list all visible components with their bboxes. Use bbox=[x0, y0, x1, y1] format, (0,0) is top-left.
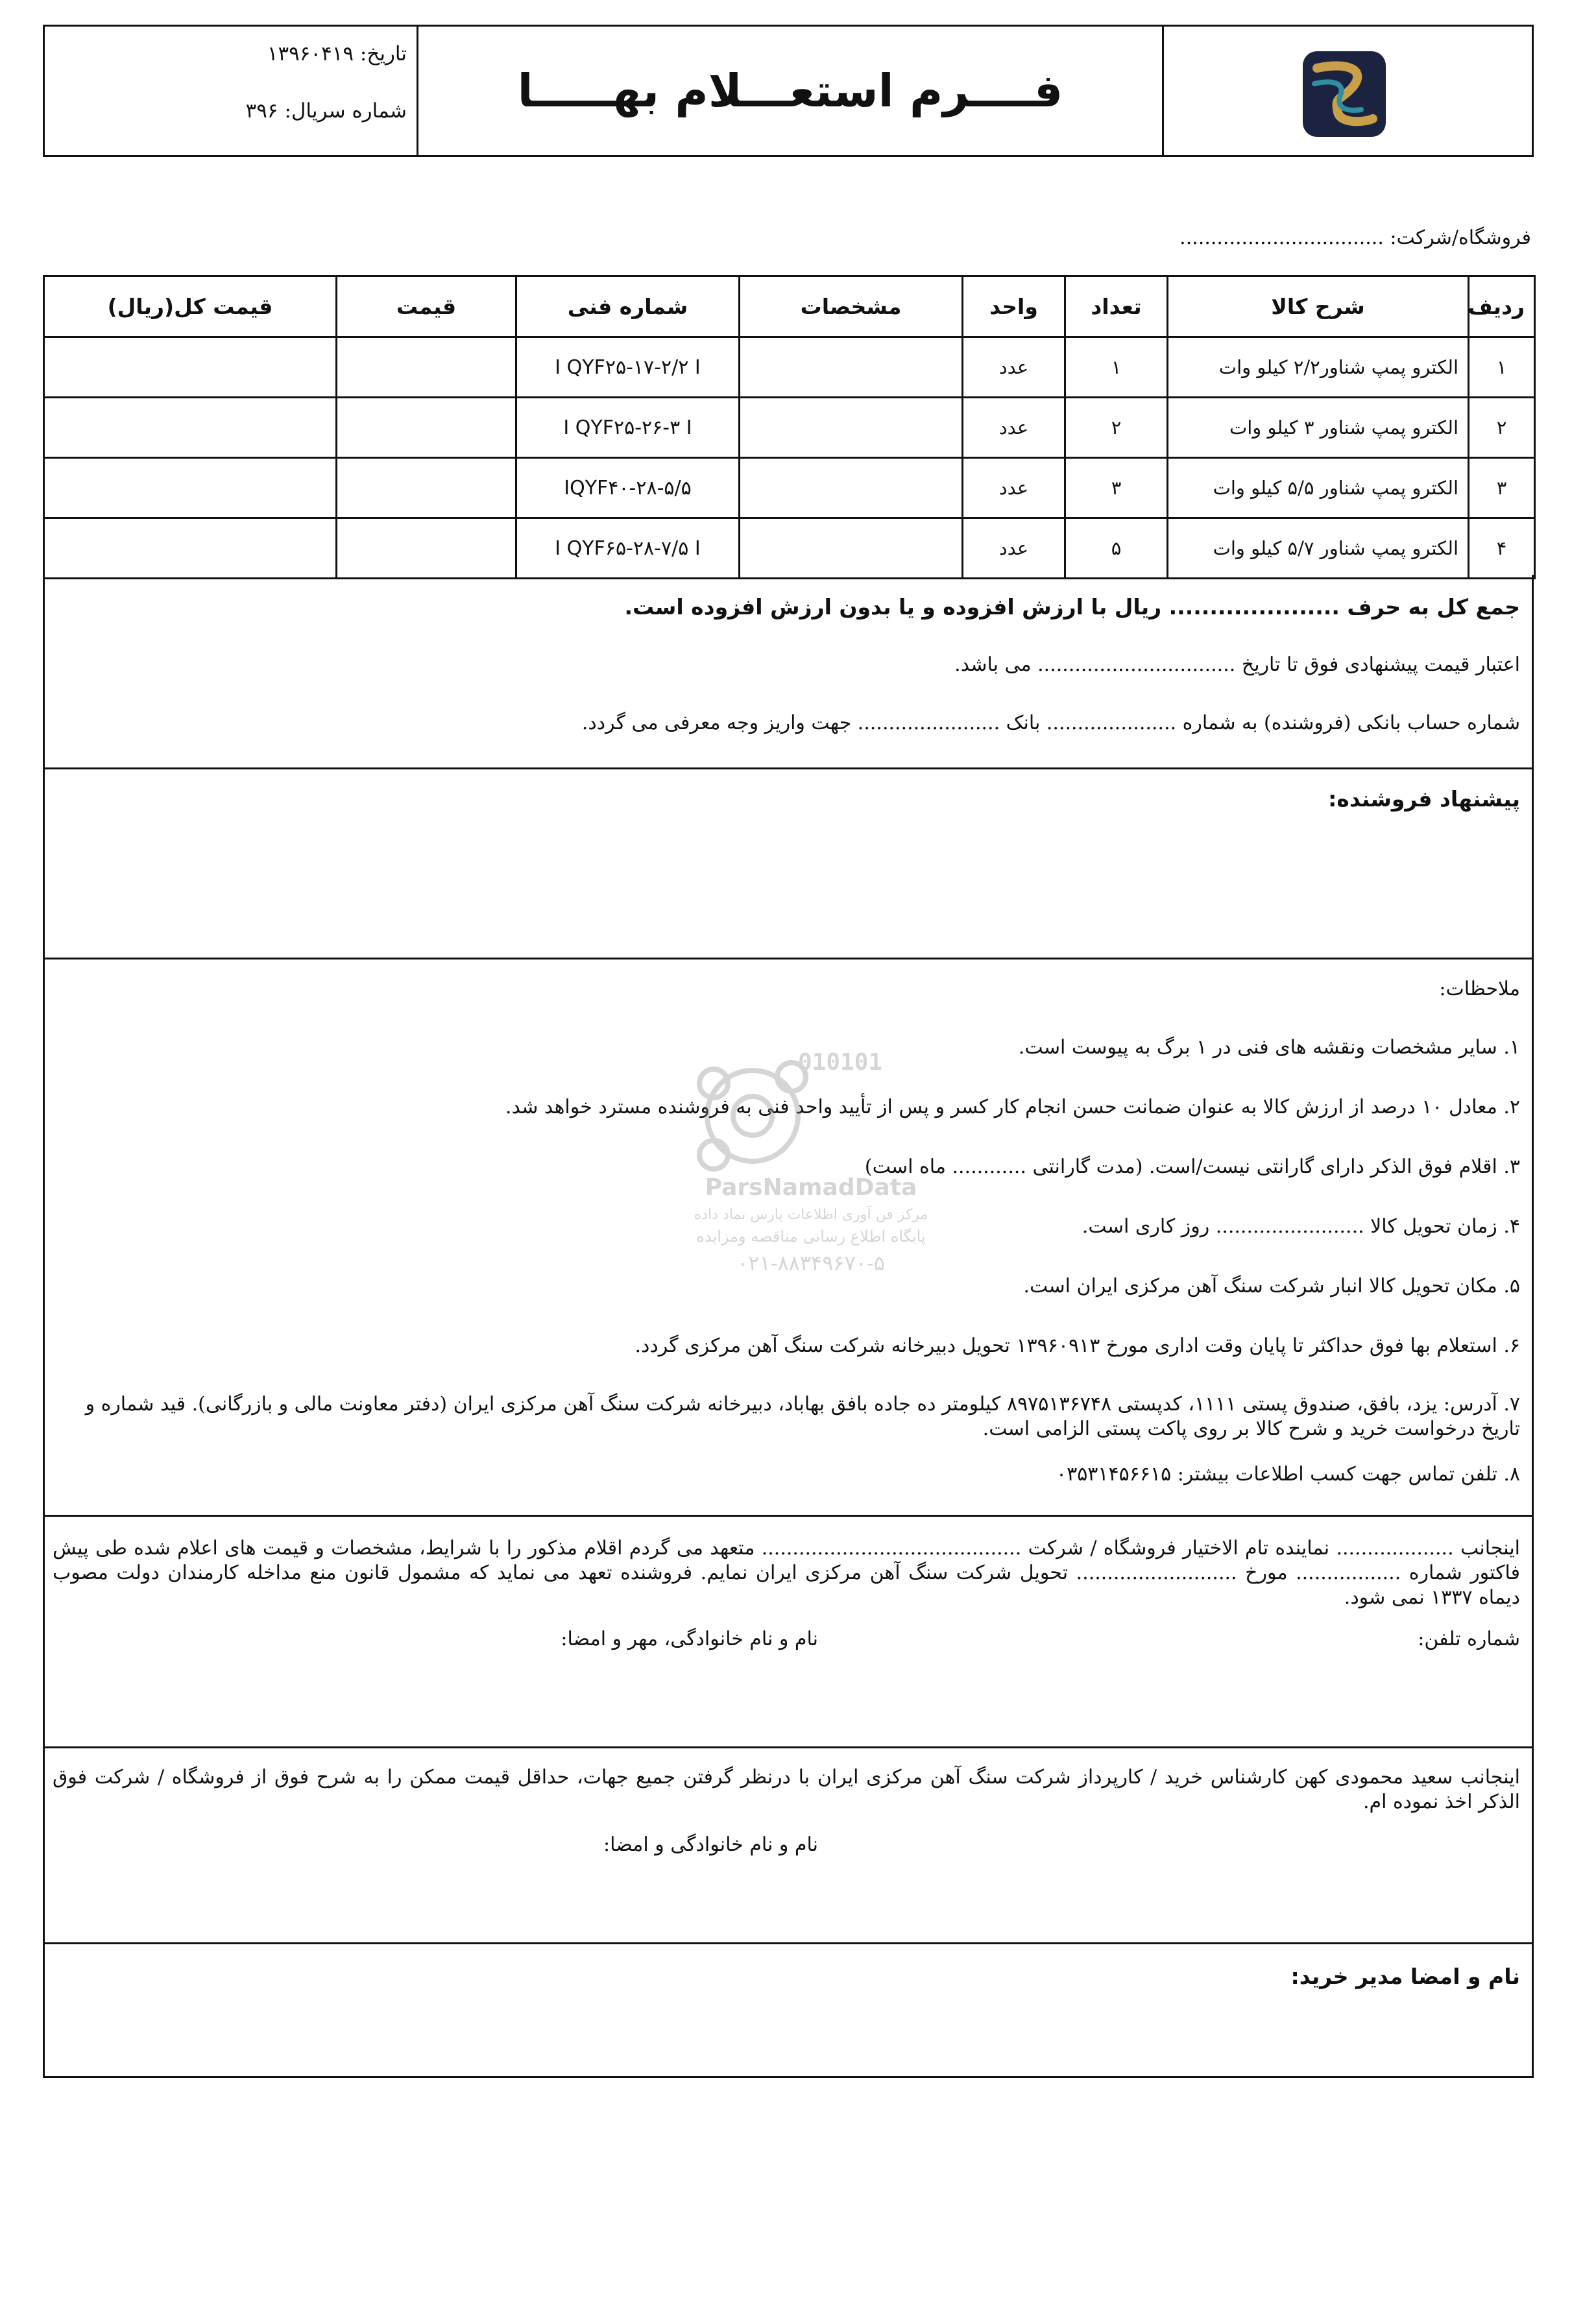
cell-price bbox=[337, 518, 516, 579]
cell-price bbox=[337, 337, 516, 398]
cell-row-number: ۲ bbox=[1469, 398, 1535, 458]
cell-specs bbox=[740, 518, 963, 579]
cell-row-number: ۱ bbox=[1469, 337, 1535, 398]
cell-price bbox=[337, 398, 516, 458]
totals-section bbox=[43, 575, 1534, 769]
table-row bbox=[44, 518, 1535, 579]
undertaking-text: اینجانب ................... نماینده تام الاختیار فروشگاه / شرکت .......................................... متعهد می گردم اقلام مذکور را با شرایط، مشخصات و قیمت های اعلام شده طی پیش فاکتور شماره ................. مورخ .......................... تحویل شرکت سنگ آهن مرکزی ایران نمایم. فروشنده تعهد می نماید که مشمول قانون منع مداخله کارمندان دولت مصوب دیماه ۱۳۳۷ نمی شود. bbox=[53, 1537, 1520, 1609]
cell-quantity: ۲ bbox=[1065, 398, 1168, 458]
watermark-brand: ParsNamadData bbox=[705, 1174, 917, 1201]
cell-description: الکترو پمپ شناور ۵/۵ کیلو وات bbox=[1168, 458, 1469, 518]
table-header-row bbox=[44, 276, 1535, 337]
cell-description: الکترو پمپ شناور ۳ کیلو وات bbox=[1168, 398, 1469, 458]
buyer-statement-section bbox=[43, 1746, 1534, 1944]
seller-offer-section bbox=[43, 767, 1534, 959]
undertaking-section bbox=[43, 1515, 1534, 1748]
seller-sign-label: نام و نام خانوادگی، مهر و امضا: bbox=[561, 1628, 818, 1650]
date-line: تاریخ: ۱۳۹۶۰۴۱۹ bbox=[267, 42, 407, 66]
cell-quantity: ۱ bbox=[1065, 337, 1168, 398]
buyer-sign-label: نام و نام خانوادگی و امضا: bbox=[603, 1833, 818, 1856]
phone-label: شماره تلفن: bbox=[1418, 1628, 1520, 1650]
col-header-technical-number: شماره فنی bbox=[516, 276, 740, 337]
seller-offer-label: پیشنهاد فروشنده: bbox=[1328, 786, 1520, 812]
cell-total-price bbox=[44, 337, 337, 398]
note-item: ۳. اقلام فوق الذکر دارای گارانتی نیست/است. (مدت گارانتی ............ ماه است) bbox=[864, 1155, 1520, 1178]
col-header-row: ردیف bbox=[1469, 276, 1535, 337]
cell-total-price bbox=[44, 458, 337, 518]
cell-specs bbox=[740, 398, 963, 458]
note-item: ۵. مکان تحویل کالا انبار شرکت سنگ آهن مرکزی ایران است. bbox=[1023, 1275, 1520, 1297]
note-item: ۱. سایر مشخصات ونقشه های فنی در ۱ برگ به پیوست است. bbox=[1018, 1036, 1520, 1059]
col-header-total-price: قیمت کل(ریال) bbox=[44, 276, 337, 337]
watermark-line2: پایگاه اطلاع رسانی مناقصه ومزایده bbox=[696, 1227, 926, 1246]
col-header-unit: واحد bbox=[963, 276, 1065, 337]
cell-total-price bbox=[44, 518, 337, 579]
company-logo bbox=[1301, 50, 1387, 138]
cell-technical-number: IQYF۴۰-۲۸-۵/۵ bbox=[516, 458, 740, 518]
col-header-specs: مشخصات bbox=[740, 276, 963, 337]
form-header bbox=[43, 25, 1534, 157]
cell-technical-number: I QYF۲۵-۱۷-۲/۲ I bbox=[516, 337, 740, 398]
header-divider-right bbox=[1162, 27, 1164, 155]
cell-unit: عدد bbox=[963, 458, 1065, 518]
notes-title: ملاحظات: bbox=[1439, 978, 1520, 1000]
purchase-manager-label: نام و امضا مدیر خرید: bbox=[1290, 1964, 1520, 1989]
cell-row-number: ۳ bbox=[1469, 458, 1535, 518]
watermark bbox=[675, 1044, 947, 1285]
note-item: ۴. زمان تحویل کالا ........................ روز کاری است. bbox=[1082, 1215, 1520, 1238]
form-title: فــــرم استعـــلام بهـــــا bbox=[517, 64, 1063, 117]
col-header-quantity: تعداد bbox=[1065, 276, 1168, 337]
cell-unit: عدد bbox=[963, 518, 1065, 579]
col-header-price: قیمت bbox=[337, 276, 516, 337]
watermark-binary: 010101 bbox=[798, 1049, 883, 1076]
note-item: ۷. آدرس: یزد، بافق، صندوق پستی ۱۱۱۱، کدپستی ۸۹۷۵۱۳۶۷۴۸ کیلومتر ده جاده بافق بهاباد، دبیرخانه شرکت سنگ آهن مرکزی ایران (دفتر معاونت مالی و بازرگانی). قید شماره و تاریخ درخواست خرید و شرح کالا بر روی پاکت پستی الزامی است. bbox=[85, 1393, 1520, 1440]
cell-quantity: ۳ bbox=[1065, 458, 1168, 518]
cell-technical-number: I QYF۲۵-۲۶-۳ I bbox=[516, 398, 740, 458]
cell-unit: عدد bbox=[963, 337, 1065, 398]
buyer-statement-text: اینجانب سعید محمودی کهن کارشناس خرید / کارپرداز شرکت سنگ آهن مرکزی ایران با درنظر گرفتن جمیع جهات، حداقل قیمت ممکن را به شرح فوق از فروشگاه / شرکت فوق الذکر اخذ نموده ام. bbox=[53, 1766, 1520, 1813]
note-item: ۸. تلفن تماس جهت کسب اطلاعات بیشتر: ۰۳۵۳۱۴۵۶۶۱۵ bbox=[1056, 1463, 1520, 1486]
cell-description: الکترو پمپ شناور۲/۲ کیلو وات bbox=[1168, 337, 1469, 398]
serial-line: شماره سریال: ۳۹۶ bbox=[245, 99, 407, 123]
bank-account-line: شماره حساب بانکی (فروشنده) به شماره ..................... بانک ....................... جهت واریز وجه معرفی می گردد. bbox=[581, 712, 1520, 734]
cell-quantity: ۵ bbox=[1065, 518, 1168, 579]
table-row bbox=[44, 398, 1535, 458]
cell-specs bbox=[740, 458, 963, 518]
cell-description: الکترو پمپ شناور ۵/۷ کیلو وات bbox=[1168, 518, 1469, 579]
cell-total-price bbox=[44, 398, 337, 458]
store-line: فروشگاه/شرکت: ................................. bbox=[1179, 226, 1531, 249]
cell-row-number: ۴ bbox=[1469, 518, 1535, 579]
watermark-phone: ۰۲۱-۸۸۳۴۹۶۷۰-۵ bbox=[737, 1251, 885, 1275]
cell-price bbox=[337, 458, 516, 518]
col-header-description: شرح کالا bbox=[1168, 276, 1469, 337]
table-row bbox=[44, 337, 1535, 398]
cell-technical-number: I QYF۶۵-۲۸-۷/۵ I bbox=[516, 518, 740, 579]
items-table bbox=[43, 275, 1536, 579]
cell-specs bbox=[740, 337, 963, 398]
cell-unit: عدد bbox=[963, 398, 1065, 458]
watermark-line1: مرکز فن آوری اطلاعات پارس نماد داده bbox=[694, 1207, 928, 1223]
price-validity-line: اعتبار قیمت پیشنهادی فوق تا تاریخ ................................ می باشد. bbox=[954, 653, 1520, 676]
note-item: ۲. معادل ۱۰ درصد از ارزش کالا به عنوان ضمانت حسن انجام کار کسر و پس از تأیید واحد فنی به فروشنده مسترد خواهد شد. bbox=[505, 1096, 1520, 1118]
total-in-words-line: جمع کل به حرف ..................... ریال با ارزش افزوده و یا بدون ارزش افزوده است. bbox=[624, 594, 1520, 620]
table-row bbox=[44, 458, 1535, 518]
note-item: ۶. استعلام بها فوق حداکثر تا پایان وقت اداری مورخ ۱۳۹۶۰۹۱۳ تحویل دبیرخانه شرکت سنگ آهن مرکزی گردد. bbox=[635, 1334, 1520, 1357]
purchase-manager-section bbox=[43, 1942, 1534, 2078]
